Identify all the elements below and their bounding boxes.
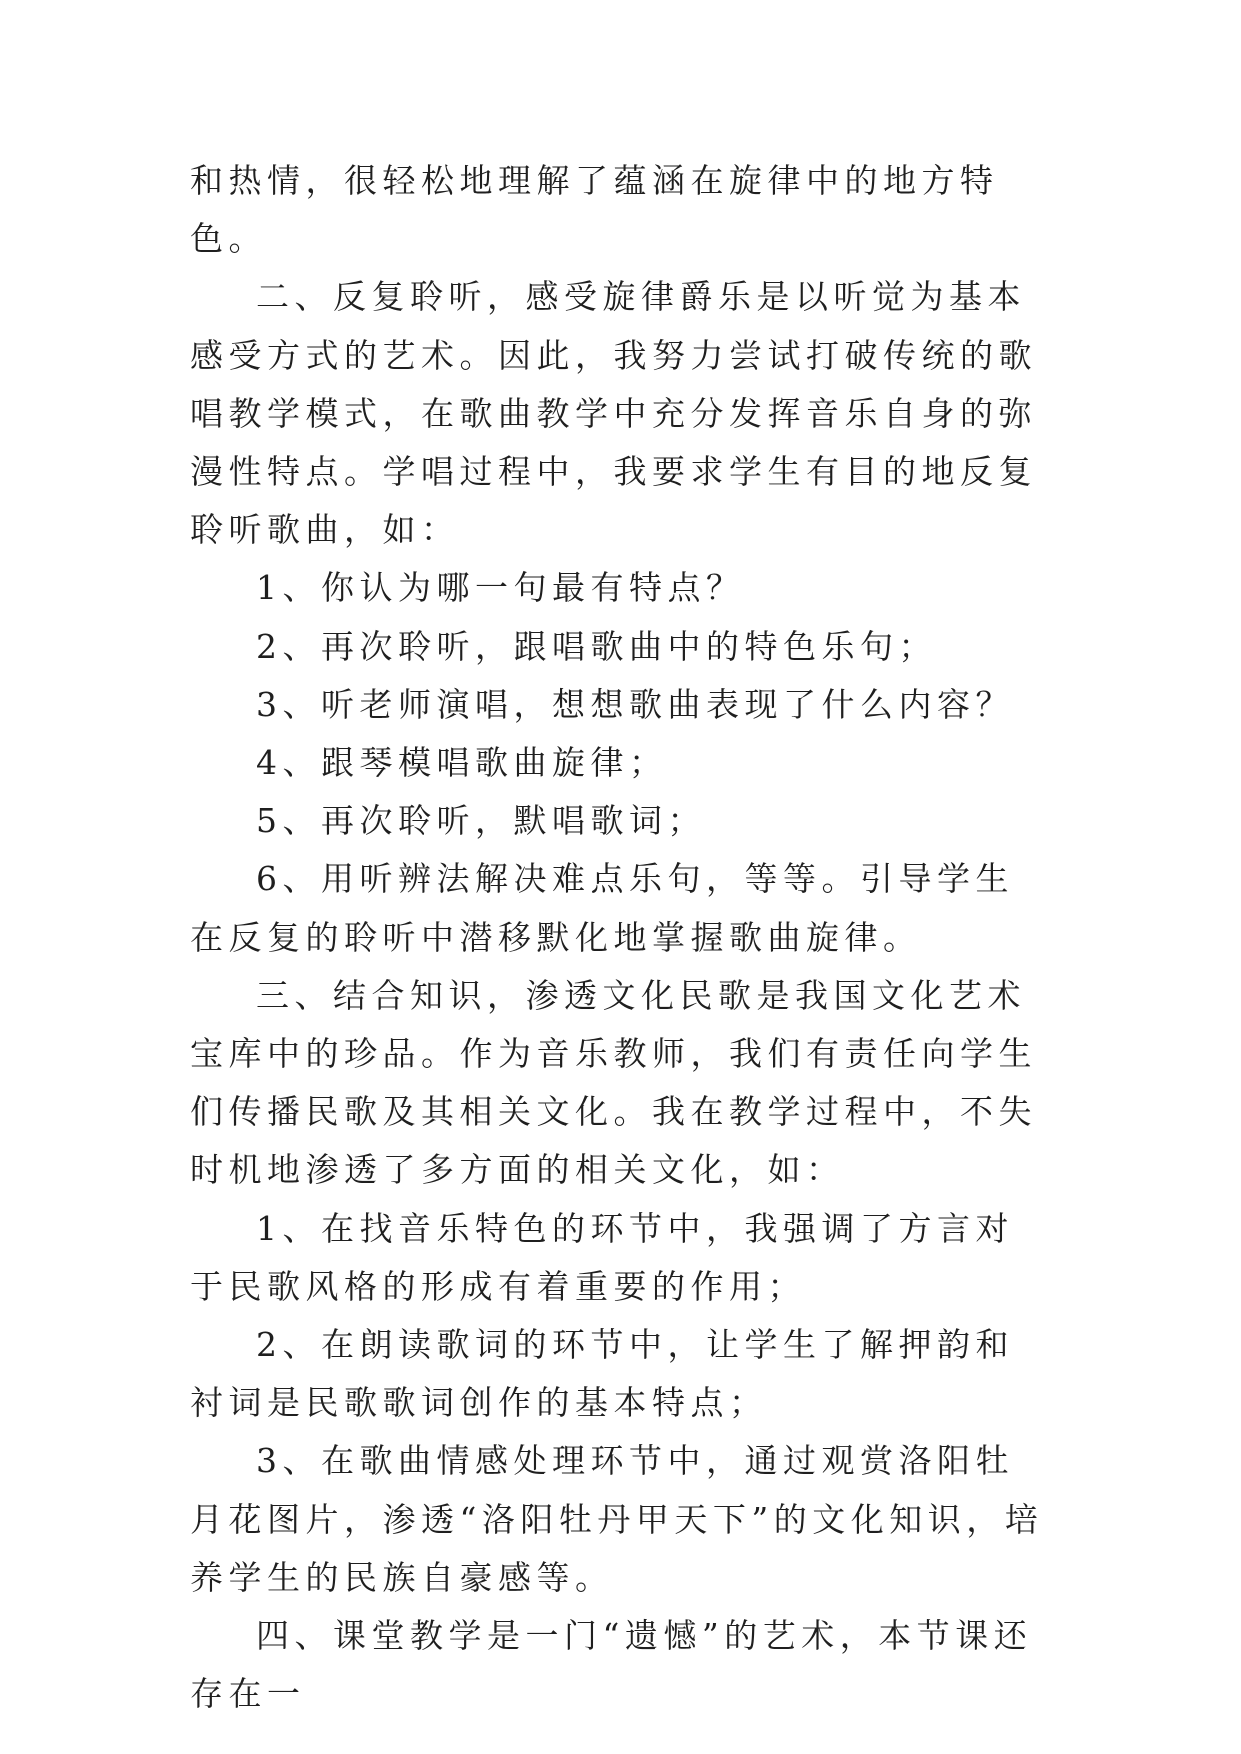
body-text [190,152,1050,1723]
paragraph-section-four: 四、课堂教学是一门“遗憾”的艺术，本节课还存在一 [190,1616,1033,1714]
list-item: 4、跟琴模唱歌曲旋律； [256,743,668,783]
list-item: 6、用听辨法解决难点乐句，等等。引导学生在反复的聆听中潜移默化地掌握歌曲旋律。 [190,859,1014,957]
list-item: 3、听老师演唱，想想歌曲表现了什么内容？ [256,684,1014,724]
list-item: 2、在朗读歌词的环节中，让学生了解押韵和衬词是民歌歌词创作的基本特点； [190,1325,1014,1423]
paragraph-section-three: 三、结合知识，渗透文化民歌是我国文化艺术宝库中的珍品。作为音乐教师，我们有责任向学生们传播民歌及其相关文化。我在教学过程中，不失时机地渗透了多方面的相关文化，如： [190,975,1037,1190]
list-item: 5、再次聆听，默唱歌词； [256,801,706,841]
list-item: 2、再次聆听，跟唱歌曲中的特色乐句； [256,626,937,666]
list-item: 3、在歌曲情感处理环节中，通过观赏洛阳牡月花图片，渗透“洛阳牡丹甲天下”的文化知识，培养学生的民族自豪感等。 [190,1441,1044,1597]
list-item: 1、在找音乐特色的环节中，我强调了方言对于民歌风格的形成有着重要的作用； [190,1208,1014,1306]
list-item: 1、你认为哪一句最有特点？ [256,568,745,608]
paragraph-continuation: 和热情，很轻松地理解了蕴涵在旋律中的地方特色。 [190,161,999,259]
paragraph-section-two: 二、反复聆听，感受旋律爵乐是以听觉为基本感受方式的艺术。因此，我努力尝试打破传统的歌唱教学模式，在歌曲教学中充分发挥音乐自身的弥漫性特点。学唱过程中，我要求学生有目的地反复聆听歌曲，如： [190,277,1037,550]
